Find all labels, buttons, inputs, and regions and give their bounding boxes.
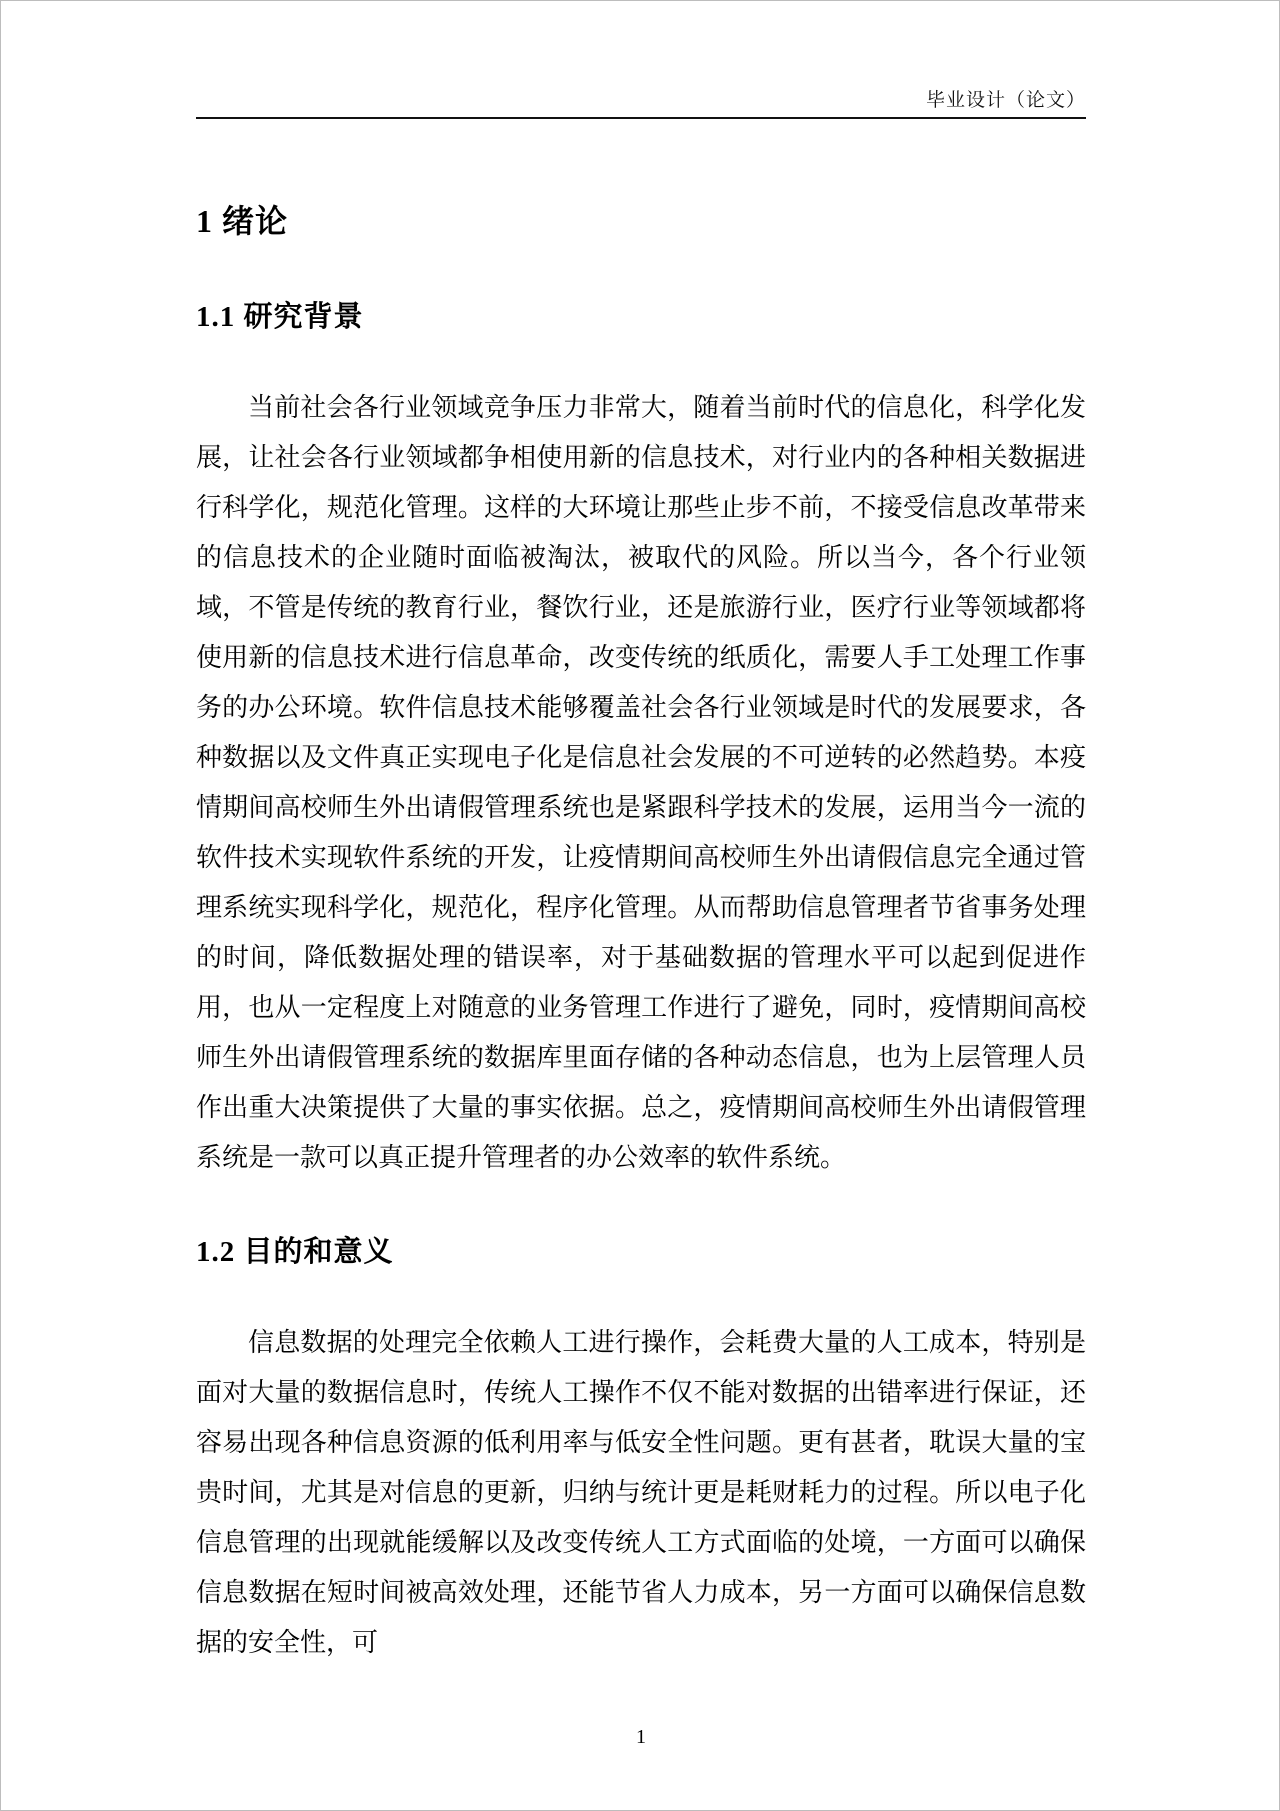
section-heading-1-2: 1.2 目的和意义 bbox=[196, 1236, 394, 1268]
section-heading-1-1: 1.1 研究背景 bbox=[196, 301, 364, 333]
content-column bbox=[196, 1, 1086, 1750]
page-header bbox=[196, 1, 1086, 119]
section-1-2-paragraph: 信息数据的处理完全依赖人工进行操作，会耗费大量的人工成本，特别是面对大量的数据信息时，传统人工操作不仅不能对数据的出错率进行保证，还容易出现各种信息资源的低利用率与低安全性问题。更有甚者，耽误大量的宝贵时间，尤其是对信息的更新，归纳与统计更是耗财耗力的过程。所以电子化信息管理的出现就能缓解以及改变传统人工方式面临的处境，一方面可以确保信息数据在短时间被高效处理，还能节省人力成本，另一方面可以确保信息数据的安全性，可 bbox=[196, 1328, 1086, 1657]
page-number: 1 bbox=[636, 1726, 646, 1748]
document-body bbox=[196, 203, 1086, 1668]
header-title: 毕业设计（论文） bbox=[925, 90, 1086, 111]
section-1-1-paragraph: 当前社会各行业领域竞争压力非常大，随着当前时代的信息化，科学化发展，让社会各行业领域都争相使用新的信息技术，对行业内的各种相关数据进行科学化，规范化管理。这样的大环境让那些止步不前，不接受信息改革带来的信息技术的企业随时面临被淘汰，被取代的风险。所以当今，各个行业领域，不管是传统的教育行业，餐饮行业，还是旅游行业，医疗行业等领域都将使用新的信息技术进行信息革命，改变传统的纸质化，需要人手工处理工作事务的办公环境。软件信息技术能够覆盖社会各行业领域是时代的发展要求，各种数据以及文件真正实现电子化是信息社会发展的不可逆转的必然趋势。本疫情期间高校师生外出请假管理系统也是紧跟科学技术的发展，运用当今一流的软件技术实现软件系统的开发，让疫情期间高校师生外出请假信息完全通过管理系统实现科学化，规范化，程序化管理。从而帮助信息管理者节省事务处理的时间，降低数据处理的错误率，对于基础数据的管理水平可以起到促进作用，也从一定程度上对随意的业务管理工作进行了避免，同时，疫情期间高校师生外出请假管理系统的数据库里面存储的各种动态信息，也为上层管理人员作出重大决策提供了大量的事实依据。总之，疫情期间高校师生外出请假管理系统是一款可以真正提升管理者的办公效率的软件系统。 bbox=[196, 393, 1086, 1172]
page-footer bbox=[196, 1724, 1086, 1750]
chapter-title: 1 绪论 bbox=[196, 203, 289, 239]
header-rule bbox=[196, 117, 1086, 119]
